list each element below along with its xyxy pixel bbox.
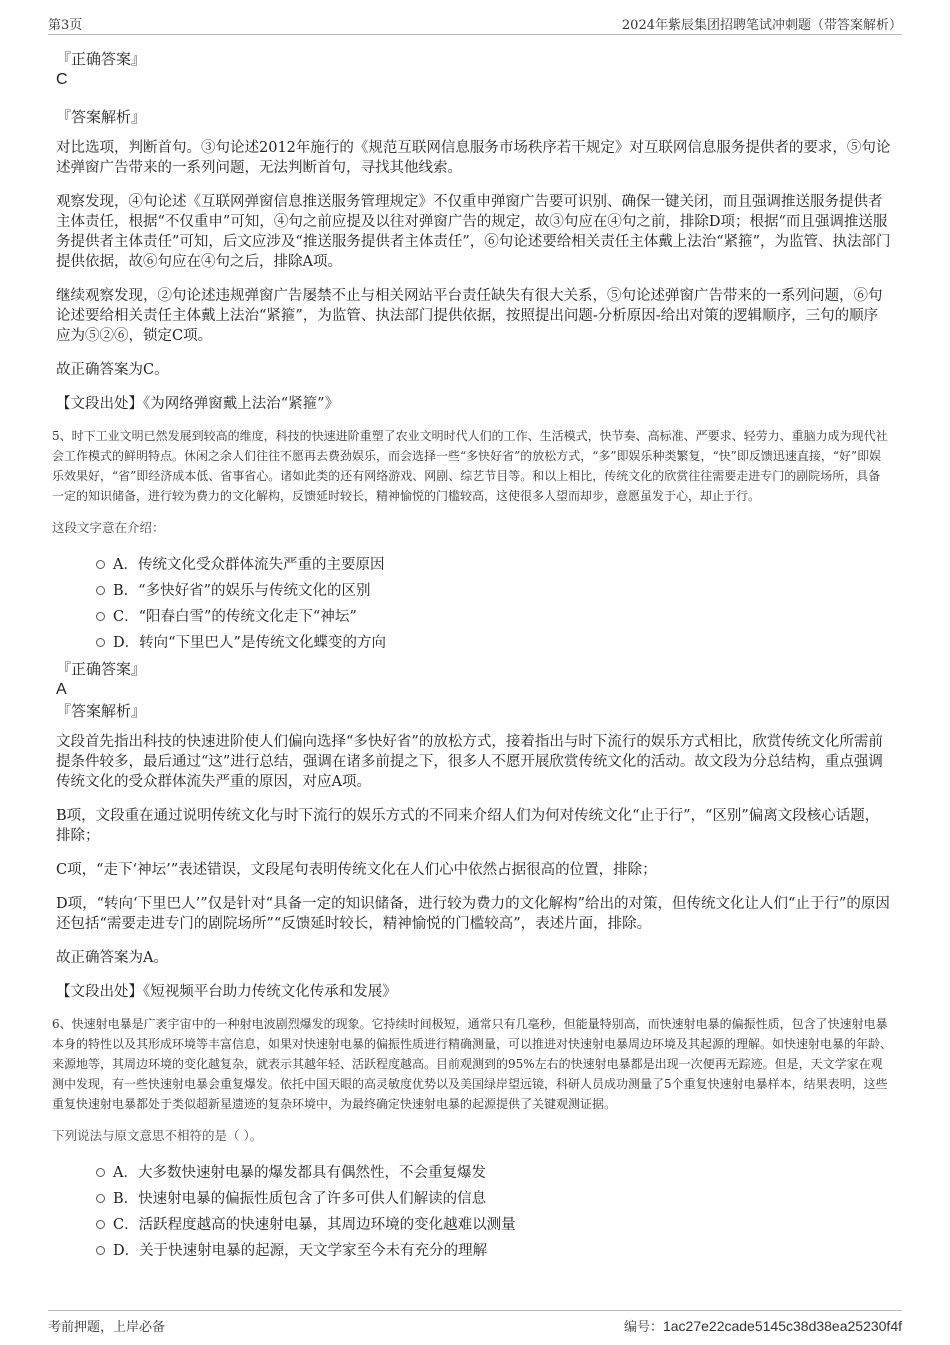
q5-source: 【文段出处】《短视频平台助力传统文化传承和发展》 — [56, 984, 397, 1000]
radio-button[interactable] — [96, 638, 105, 647]
q6-passage: 6、快速射电暴是广袤宇宙中的一种射电波剧烈爆发的现象。它持续时间极短，通常只有几毫秒，但能量特别高，而快速射电暴的偏振性质，包含了快速射电暴本身的特性以及其形成环境等丰富信息，如果对快速射电暴的偏振性质进行精确测量，可以推进对快速射电暴周边环境及其起源的理解。如快速射电暴的年龄、来源地等，其周边环境的变化越复杂，就表示其越年轻、活跃程度越高。目前观测到的95%左右的快速射电暴都是出现一次便再无踪迹。但是，天文学家在观测中发现，有一些快速射电暴会重复爆发。依托中国天眼的高灵敏度优势以及美国绿岸望远镜，科研人员成功测量了5个重复快速射电暴样本，结果表明，这些重复快速射电暴都处于类似超新星遗迹的复杂环境中，为最终确定快速射电暴的起源提供了关键观测证据。 — [52, 1017, 893, 1111]
q4-analysis-paragraph: 对比选项，判断首句。③句论述2012年施行的《规范互联网信息服务市场秩序若干规定》对互联网信息服务提供者的要求，⑤句论述弹窗广告带来的一系列问题，无法判断首句，寻找其他线索。 — [56, 140, 891, 176]
radio-button[interactable] — [96, 612, 105, 621]
q6-option-d[interactable] — [56, 1238, 892, 1264]
q5-passage: 5、时下工业文明已然发展到较高的维度，科技的快速进阶重塑了农业文明时代人们的工作、生活模式，快节奏、高标准、严要求、轻劳力、重脑力成为现代社会工作模式的鲜明特点。休闲之余人们往往不愿再去费劲娱乐，而会选择一些“多快好省”的放松方式，“多”即娱乐种类繁复，“快”即反馈迅速直接，“好”即娱乐效果好，“省”即经济成本低、省事省心。诸如此类的还有网络游戏、网剧、综艺节目等。和以上相比，传统文化的欣赏往往需要走进专门的剧院场所，具备一定的知识储备，进行较为费力的文化解构，反馈延时较长，精神愉悦的门槛较高，这使很多人望而却步，意愿虽发于心，却止于行。 — [52, 429, 888, 503]
q6-option-c[interactable] — [56, 1212, 892, 1238]
option-label: D．关于快速射电暴的起源，天文学家至今未有充分的理解 — [113, 1243, 488, 1259]
q5-prompt: 这段文字意在介绍： — [52, 520, 165, 535]
q5-option-d[interactable] — [56, 630, 892, 656]
option-label: B．“多快好省”的娱乐与传统文化的区别 — [113, 583, 371, 599]
q6-prompt: 下列说法与原文意思不相符的是（ ）。 — [52, 1128, 263, 1143]
q6-options — [56, 1160, 892, 1264]
radio-button[interactable] — [96, 1194, 105, 1203]
radio-button[interactable] — [96, 560, 105, 569]
q5-analysis-paragraph: D项，“转向‘下里巴人’”仅是针对“具备一定的知识储备，进行较为费力的文化解构”给出的对策，但传统文化让人们“止于行”的原因还包括“需要走进专门的剧院场所”“反馈延时较长，精神愉悦的门槛较高”，表述片面，排除。 — [56, 896, 890, 932]
q5-conclusion: 故正确答案为A。 — [56, 950, 168, 966]
q5-analysis-paragraph: 文段首先指出科技的快速进阶使人们偏向选择“多快好省”的放松方式，接着指出与时下流行的娱乐方式相比，欣赏传统文化所需前提条件较多，最后通过“这”进行总结，强调在诸多前提之下，很多人不愿开展欣赏传统文化的活动。故文段为分总结构，重点强调传统文化的受众群体流失严重的原因，对应A项。 — [56, 734, 883, 790]
q5-analysis-paragraph: C项，“走下‘神坛’”表述错误，文段尾句表明传统文化在人们心中依然占据很高的位置，排除； — [56, 862, 657, 878]
radio-button[interactable] — [96, 1220, 105, 1229]
option-label: D．转向“下里巴人”是传统文化蝶变的方向 — [113, 635, 386, 651]
radio-button[interactable] — [96, 1246, 105, 1255]
q5-answer-label: 『正确答案』 — [56, 660, 147, 678]
radio-button[interactable] — [96, 586, 105, 595]
q5-option-b[interactable] — [56, 578, 892, 604]
footer-slogan: 考前押题，上岸必备 — [48, 1320, 166, 1335]
option-label: C．活跃程度越高的快速射电暴，其周边环境的变化越难以测量 — [113, 1217, 516, 1233]
document-body — [52, 44, 893, 1264]
q4-analysis-paragraph: 继续观察发现，②句论述违规弹窗广告屡禁不止与相关网站平台责任缺失有很大关系，⑤句论述弹窗广告带来的一系列问题，⑥句论述要给相关责任主体戴上法治“紧箍”，为监管、执法部门提供依据，按照提出问题-分析原因-给出对策的逻辑顺序，三句的顺序应为⑤②⑥，锁定C项。 — [56, 288, 883, 344]
q5-analysis-label: 『答案解析』 — [56, 702, 147, 720]
document-id-value: 1ac27e22cade5145c38d38ea25230f4f — [662, 1318, 902, 1334]
q4-analysis-paragraph: 观察发现，④句论述《互联网弹窗信息推送服务管理规定》不仅重申弹窗广告要可识别、确保一键关闭，而且强调推送服务提供者主体责任，根据“不仅重申”可知，④句之前应提及以往对弹窗广告的规定，故③句应在④句之前，排除D项；根据“而且强调推送服务提供者主体责任”可知，后文应涉及“推送服务提供者主体责任”，⑥句论述要给相关责任主体戴上法治“紧箍”，为监管、执法部门提供依据，故⑥句应在④句之后，排除A项。 — [56, 194, 891, 270]
option-label: A．传统文化受众群体流失严重的主要原因 — [113, 557, 385, 573]
q4-source: 【文段出处】《为网络弹窗戴上法治“紧箍”》 — [56, 396, 340, 412]
q5-options — [56, 552, 892, 656]
page-header — [48, 12, 902, 35]
q5-answer: A — [56, 681, 67, 698]
page-number: 第3页 — [48, 18, 83, 33]
page-footer — [48, 1310, 902, 1333]
q5-option-a[interactable] — [56, 552, 892, 578]
q4-answer: C — [56, 71, 68, 88]
q5-analysis-paragraph: B项，文段重在通过说明传统文化与时下流行的娱乐方式的不同来介绍人们为何对传统文化“止于行”，“区别”偏离文段核心话题，排除； — [56, 808, 880, 844]
option-label: A．大多数快速射电暴的爆发都具有偶然性，不会重复爆发 — [113, 1165, 486, 1181]
q6-option-a[interactable] — [56, 1160, 892, 1186]
q4-analysis-label: 『答案解析』 — [56, 108, 147, 126]
option-label: C．“阳春白雪”的传统文化走下“神坛” — [113, 609, 357, 625]
document-id-label: 编号： — [623, 1320, 663, 1335]
q6-option-b[interactable] — [56, 1186, 892, 1212]
document-id — [624, 1316, 902, 1335]
q5-option-c[interactable] — [56, 604, 892, 630]
radio-button[interactable] — [96, 1168, 105, 1177]
q4-conclusion: 故正确答案为C。 — [56, 362, 169, 378]
option-label: B．快速射电暴的偏振性质包含了许多可供人们解读的信息 — [113, 1191, 487, 1207]
document-title: 2024年紫辰集团招聘笔试冲刺题（带答案解析） — [621, 18, 902, 33]
q4-answer-label: 『正确答案』 — [56, 50, 147, 68]
